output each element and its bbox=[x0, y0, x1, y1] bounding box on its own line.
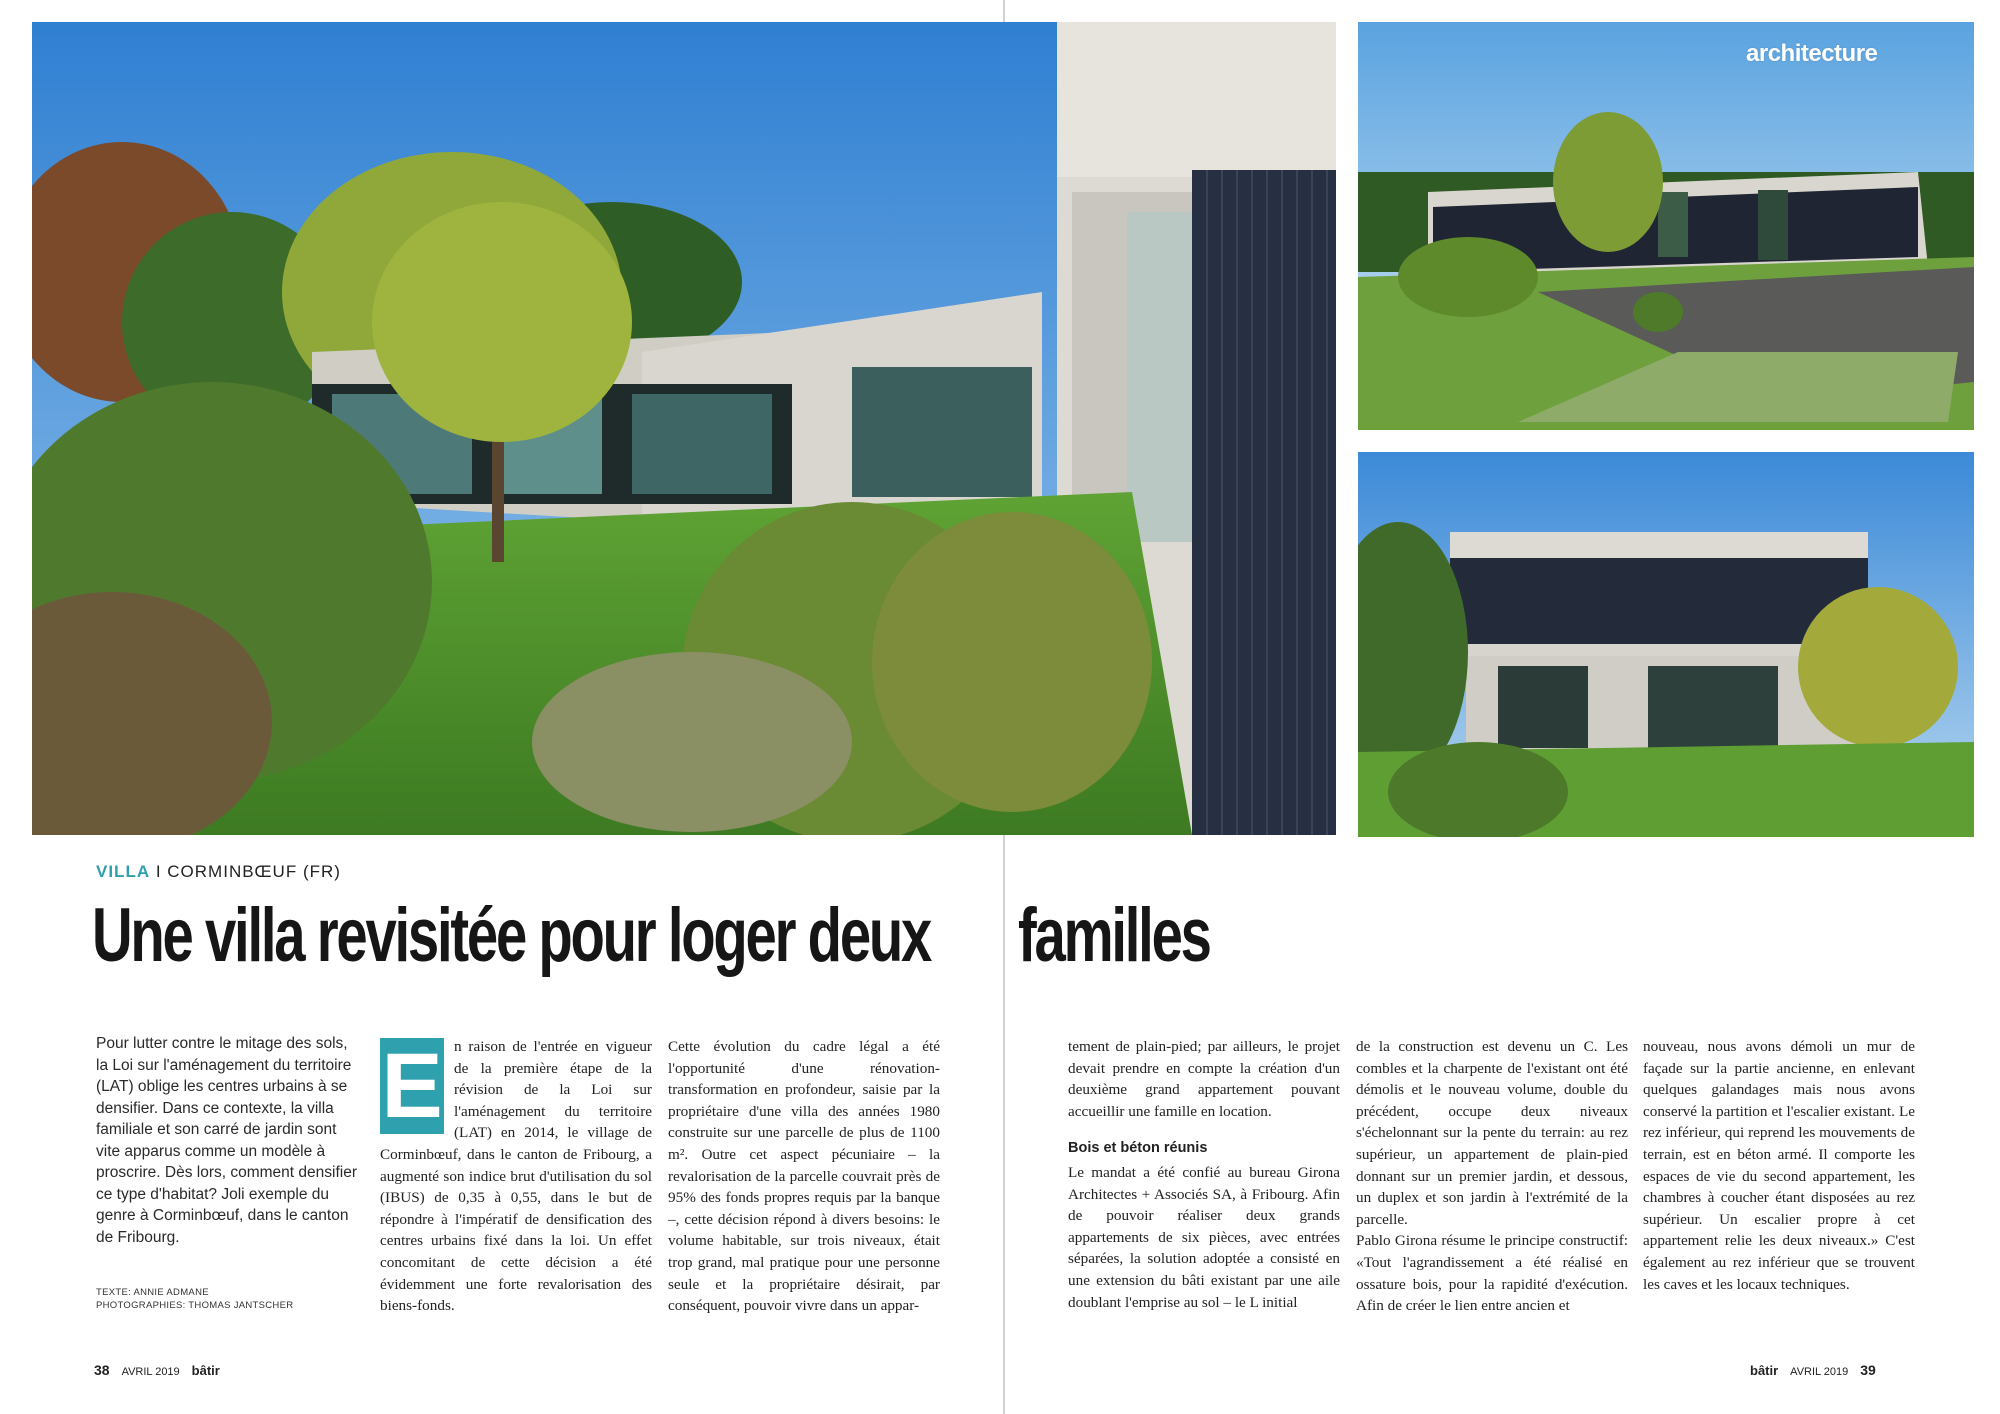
rubric-label: architecture bbox=[1746, 40, 1878, 67]
villa-rear-photo bbox=[1358, 452, 1974, 837]
body-column-3-text-a: tement de plain-pied; par ailleurs, le projet devait prendre en compte la création d'un deuxième grand appartement pouvant accueillir une famille en location. bbox=[1068, 1038, 1340, 1120]
credit-text: TEXTE: ANNIE ADMANE bbox=[96, 1287, 209, 1298]
body-column-1 bbox=[380, 1036, 652, 1317]
drop-cap: E bbox=[381, 1035, 443, 1137]
villa-aerial-photo bbox=[1358, 22, 1974, 430]
credit-photos: PHOTOGRAPHIES: THOMAS JANTSCHER bbox=[96, 1300, 294, 1311]
body-column-1-text: n raison de l'entrée en vigueur de la première étape de la révision de la Loi sur l'aménagement du territoire (LAT) en 2014, le village de Corminbœuf, dans le canton de Fribourg, a augmenté son indice brut d'utilisation du sol (IBUS) de 0,35 à 0,55, dans le but de répondre à l'impératif de densification des centres urbains fixé dans la loi. Un effet concomitant de cette décision a été évidemment une forte revalorisation des biens-fonds. bbox=[380, 1038, 652, 1315]
subheading: Bois et béton réunis bbox=[1068, 1140, 1208, 1157]
section-separator: I bbox=[150, 862, 168, 881]
section-category: VILLA bbox=[96, 862, 151, 881]
body-column-3-text-b: Le mandat a été confié au bureau Girona Architectes + Associés SA, à Fribourg. Afin de pouvoir réaliser deux grands appartements de six pièces, avec entrées séparées, la solution adoptée a consisté en une extension du bâti existant par une aile doublant l'emprise au sol – le L initial bbox=[1068, 1163, 1340, 1311]
body-column-4-text-a: de la construction est devenu un C. Les combles et la charpente de l'existant ont été démolis et le nouveau volume, double du précédent, occupe deux niveaux s'échelonnant sur la pente du terrain: au rez supérieur, un appartement de plain-pied donnant sur un premier jardin, et dessous, un duplex et son jardin à l'extrémité de la parcelle. bbox=[1356, 1038, 1628, 1228]
body-column-2-text: Cette évolution du cadre légal a été l'opportunité d'une rénovation-transformation en profondeur, saisie par la propriétaire d'une villa des années 1980 construite sur une parcelle de plus de 1100 m². Outre cet aspect pécuniaire – la revalorisation de la parcelle couvrait près de 95% des fonds propres requis par la banque –, cette décision répond à divers besoins: le volume habitable, sur trois niveaux, était trop grand, mal pratique pour une personne seule et la propriétaire désirait, par conséquent, pouvoir vivre dans un appar- bbox=[668, 1038, 940, 1315]
lead-paragraph: Pour lutter contre le mitage des sols, la Loi sur l'aménagement du territoire (LAT) oblige les centres urbains à se densifier. Dans ce contexte, la villa familiale et son carré de jardin sont vite apparus comme un modèle à proscrire. Dès lors, comment densifier ce type d'habitat? Joli exemple du genre à Corminbœuf, dans le canton de Fribourg. bbox=[96, 1035, 357, 1246]
section-label bbox=[96, 862, 341, 882]
section-location: CORMINBŒUF (FR) bbox=[167, 862, 341, 881]
folio-right bbox=[1750, 1362, 1876, 1378]
main-villa-photo bbox=[32, 22, 1336, 835]
body-column-5-text: nouveau, nous avons démoli un mur de façade sur la partie ancienne, en enlevant quelques galandages mais nous avons conservé la partition et l'escalier existant. Le rez inférieur, qui reprend les mouvements de terrain, est en béton armé. Il comporte les espaces de vie du second appartement, les chambres à coucher étant disposées au rez supérieur. Un escalier propre à cet appartement relie les deux niveaux.» C'est également au rez inférieur que se trouvent les caves et les locaux techniques. bbox=[1643, 1038, 1915, 1293]
body-column-3 bbox=[1068, 1036, 1340, 1313]
credits bbox=[96, 1286, 293, 1312]
body-column-2 bbox=[668, 1036, 940, 1317]
headline-part-2: familles bbox=[1018, 893, 1210, 978]
folio-left bbox=[94, 1362, 220, 1378]
page-number-right: 39 bbox=[1860, 1362, 1876, 1378]
magazine-name-left: bâtir bbox=[191, 1363, 220, 1378]
magazine-name-right: bâtir bbox=[1750, 1363, 1779, 1378]
body-column-4-text-b: Pablo Girona résume le principe constructif: «Tout l'agrandissement a été réalisé en ossature bois, pour la rapidité d'exécution. Afin de créer le lien entre ancien et bbox=[1356, 1232, 1628, 1315]
body-column-5 bbox=[1643, 1036, 1915, 1295]
issue-date-left: AVRIL 2019 bbox=[121, 1366, 180, 1378]
body-column-4 bbox=[1356, 1036, 1628, 1317]
issue-date-right: AVRIL 2019 bbox=[1790, 1366, 1849, 1378]
page-number-left: 38 bbox=[94, 1362, 110, 1378]
headline-part-1: Une villa revisitée pour loger deux bbox=[92, 893, 931, 978]
